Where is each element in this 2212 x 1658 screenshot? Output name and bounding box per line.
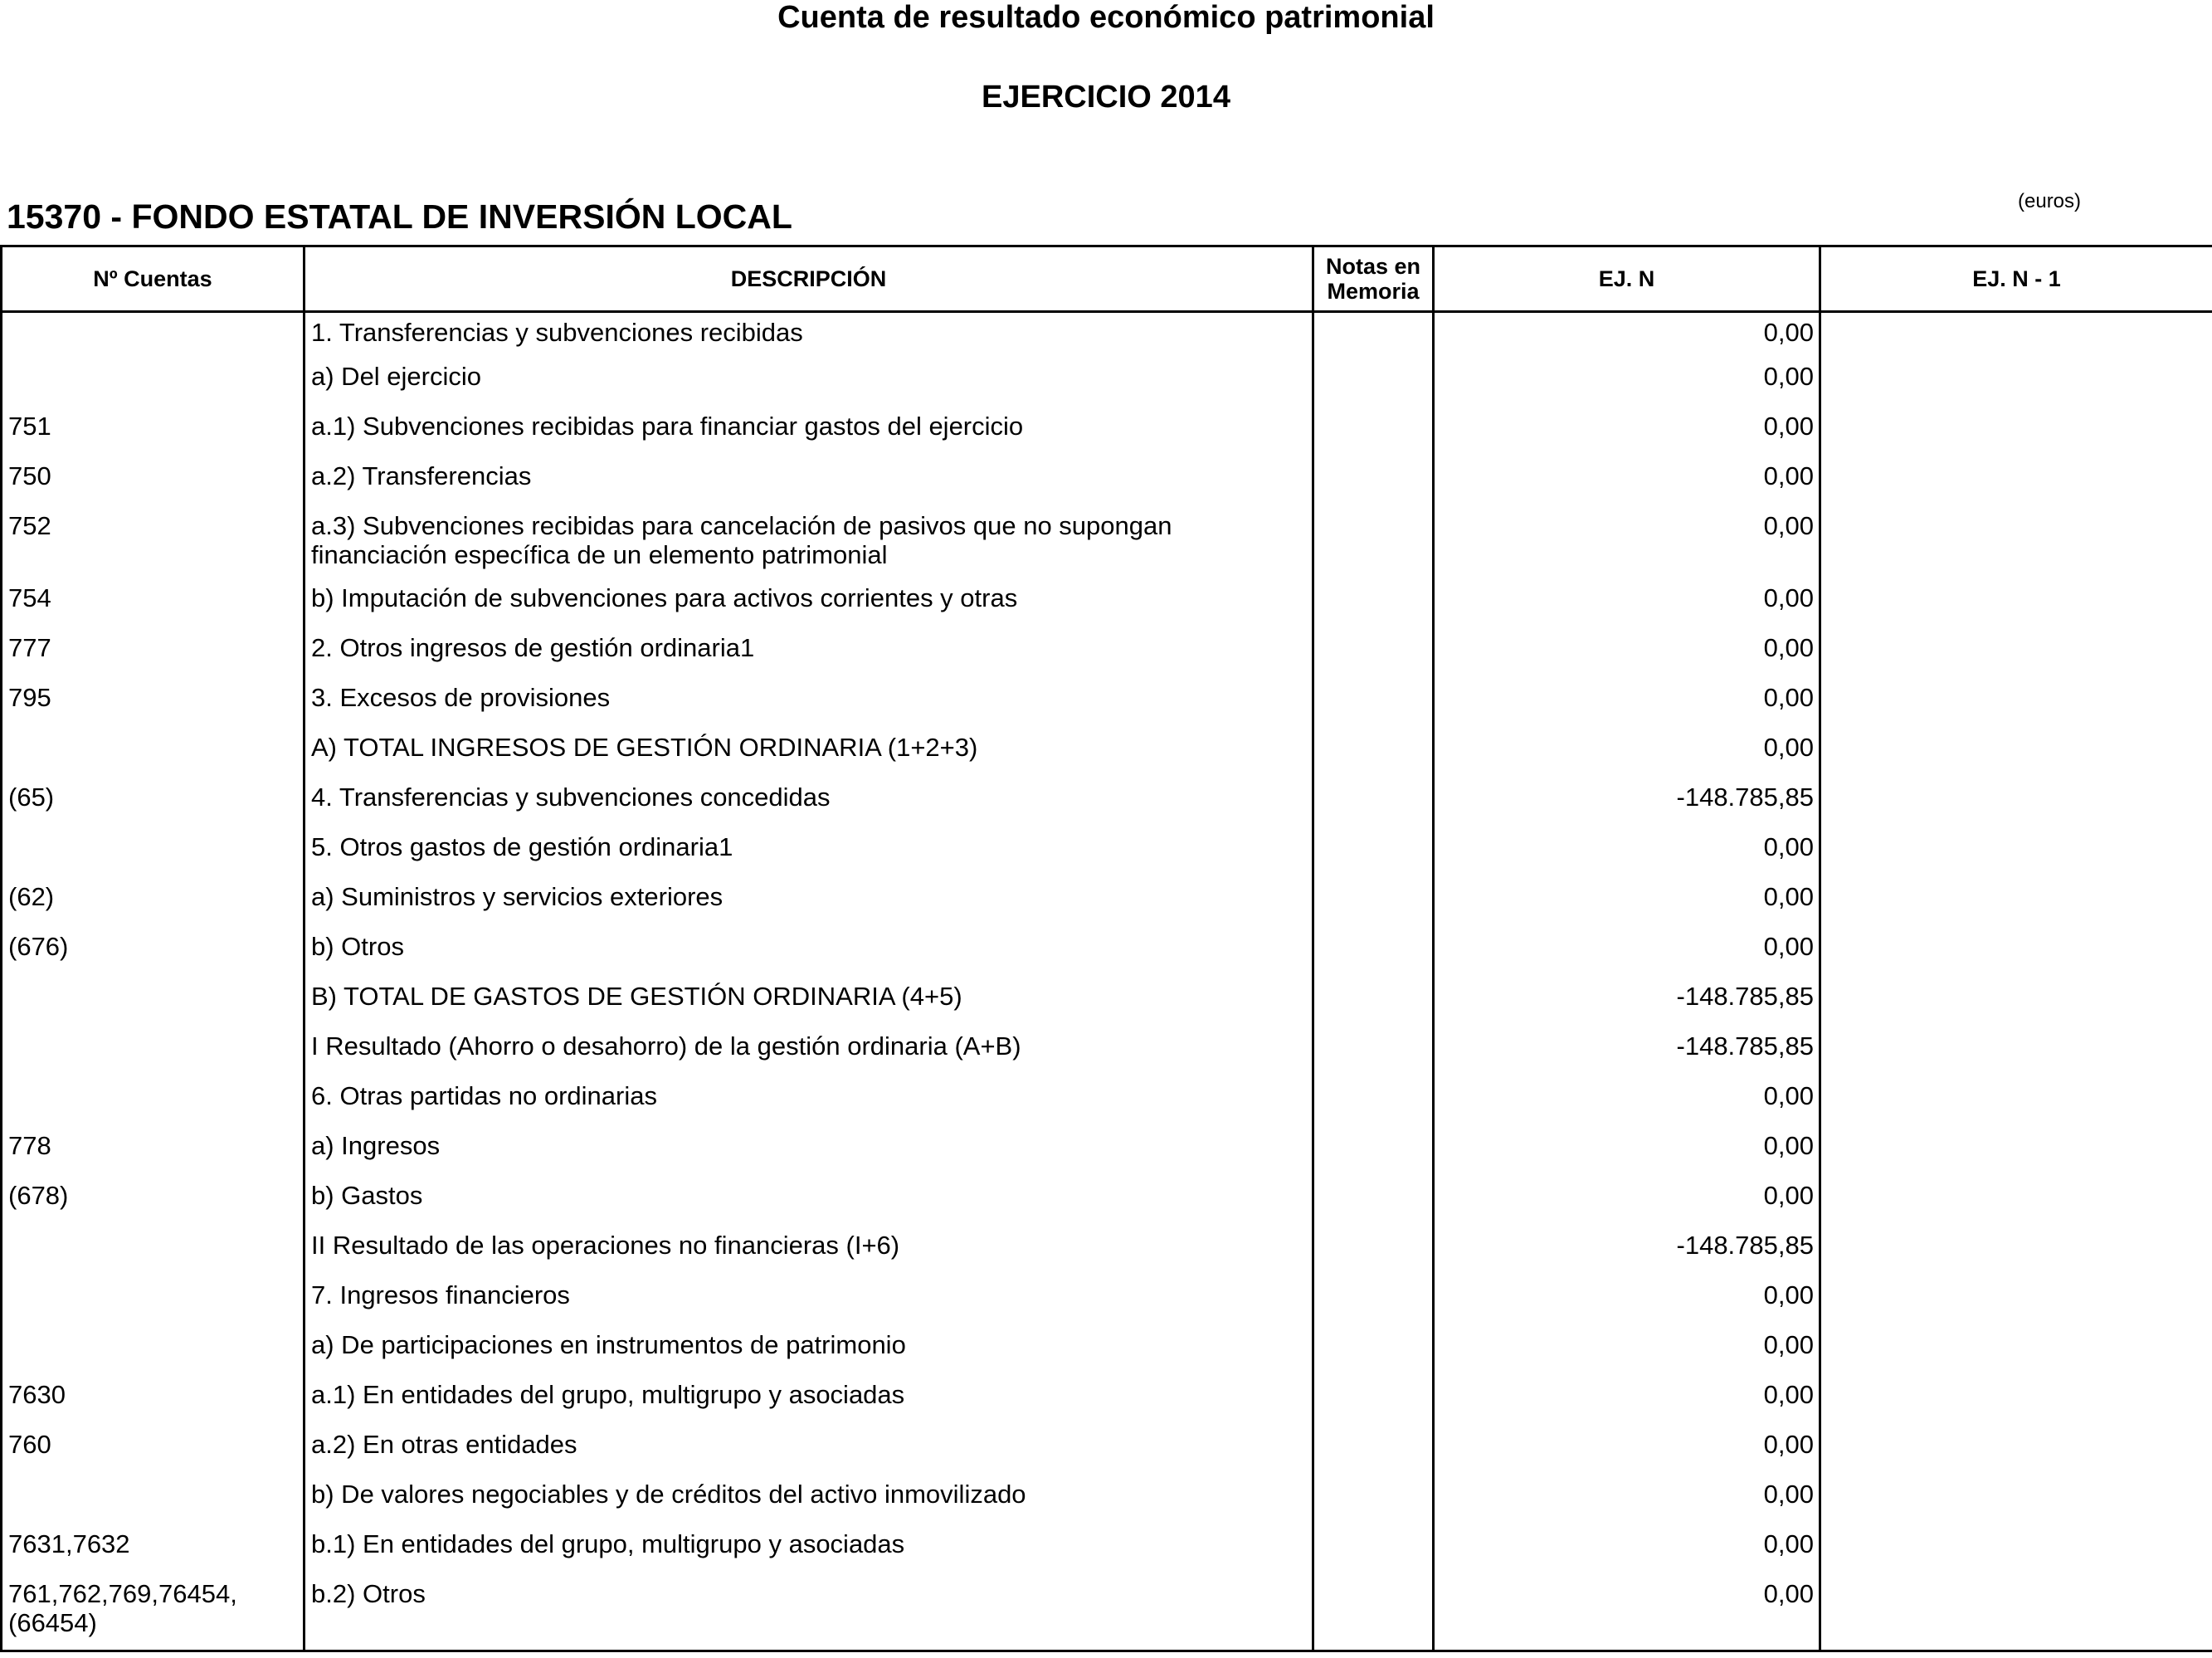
year-n-value: -148.785,85 <box>1434 783 1820 832</box>
col-header-year-n1: EJ. N - 1 <box>1820 246 2212 312</box>
description-cell <box>305 312 1313 362</box>
description-text: I Resultado (Ahorro o desahorro) de la gestión ordinaria (A+B) <box>311 1031 1021 1061</box>
description-text: b) Otros <box>311 931 404 961</box>
notes-cell <box>1313 1181 1434 1231</box>
account-code: 7631,7632 <box>8 1529 130 1558</box>
table-row <box>2 1031 2212 1081</box>
notes-cell <box>1313 1480 1434 1529</box>
year-n-value: 0,00 <box>1434 412 1820 461</box>
notes-cell <box>1313 1579 1434 1651</box>
description-cell <box>305 1430 1313 1480</box>
year-n-value: 0,00 <box>1434 1430 1820 1480</box>
account-cell <box>2 882 305 932</box>
description-text: 3. Excesos de provisiones <box>311 682 611 712</box>
table-row <box>2 1529 2212 1579</box>
description-text: b) De valores negociables y de créditos del activo inmovilizado <box>311 1479 1026 1509</box>
account-code-continued: (66454) <box>8 1607 97 1637</box>
account-cell <box>2 1031 305 1081</box>
notes-cell <box>1313 783 1434 832</box>
table-header-row <box>2 246 2212 312</box>
year-n-value: 0,00 <box>1434 461 1820 511</box>
description-text: 2. Otros ingresos de gestión ordinaria1 <box>311 632 755 662</box>
year-n-value: 0,00 <box>1434 832 1820 882</box>
notes-cell <box>1313 461 1434 511</box>
year-n1-value <box>1820 882 2212 932</box>
year-n1-value <box>1820 1081 2212 1131</box>
description-cell <box>305 1380 1313 1430</box>
description-cell <box>305 882 1313 932</box>
notes-cell <box>1313 832 1434 882</box>
description-text: 6. Otras partidas no ordinarias <box>311 1080 657 1110</box>
account-cell <box>2 461 305 511</box>
account-cell <box>2 633 305 683</box>
table-row <box>2 362 2212 412</box>
notes-cell <box>1313 982 1434 1031</box>
description-text: a.2) Transferencias <box>311 461 532 490</box>
description-text: a) Ingresos <box>311 1130 441 1160</box>
year-n-value: 0,00 <box>1434 683 1820 733</box>
description-text: II Resultado de las operaciones no financieras (I+6) <box>311 1230 900 1260</box>
year-n1-value <box>1820 1480 2212 1529</box>
year-n-value: -148.785,85 <box>1434 1031 1820 1081</box>
account-code: 754 <box>8 583 51 612</box>
result-statement-table <box>0 245 2212 1652</box>
description-cell <box>305 783 1313 832</box>
year-n1-value <box>1820 511 2212 583</box>
table-row <box>2 982 2212 1031</box>
year-n1-value <box>1820 461 2212 511</box>
year-n1-value <box>1820 1579 2212 1651</box>
notes-cell <box>1313 882 1434 932</box>
notes-cell <box>1313 683 1434 733</box>
year-n-value: 0,00 <box>1434 1579 1820 1651</box>
description-cell <box>305 633 1313 683</box>
notes-cell <box>1313 1380 1434 1430</box>
description-text: a.3) Subvenciones recibidas para cancelación de pasivos que no supongan <box>311 510 1172 540</box>
table-row <box>2 583 2212 633</box>
notes-cell <box>1313 511 1434 583</box>
notes-cell <box>1313 1529 1434 1579</box>
description-cell <box>305 1529 1313 1579</box>
description-cell <box>305 832 1313 882</box>
account-cell <box>2 362 305 412</box>
table-row <box>2 1131 2212 1181</box>
col-header-description: DESCRIPCIÓN <box>305 246 1313 312</box>
account-cell <box>2 982 305 1031</box>
year-n-value: 0,00 <box>1434 882 1820 932</box>
description-text: B) TOTAL DE GASTOS DE GESTIÓN ORDINARIA (4+5) <box>311 981 962 1011</box>
year-n1-value <box>1820 1380 2212 1430</box>
account-code: 778 <box>8 1130 51 1160</box>
col-header-notes <box>1313 246 1434 312</box>
year-n-value: 0,00 <box>1434 312 1820 362</box>
account-code: (678) <box>8 1180 69 1210</box>
description-text: a.1) En entidades del grupo, multigrupo y asociadas <box>311 1379 905 1409</box>
account-code: 761,762,769,76454, <box>8 1578 237 1608</box>
description-cell <box>305 683 1313 733</box>
table-row <box>2 1280 2212 1330</box>
account-cell <box>2 783 305 832</box>
notes-cell <box>1313 932 1434 982</box>
account-cell <box>2 412 305 461</box>
description-cell <box>305 1131 1313 1181</box>
notes-cell <box>1313 1081 1434 1131</box>
description-text: b.1) En entidades del grupo, multigrupo y asociadas <box>311 1529 905 1558</box>
report-title: Cuenta de resultado económico patrimonial <box>777 0 1435 35</box>
description-text-continued: financiación específica de un elemento patrimonial <box>311 539 888 569</box>
account-code: (676) <box>8 931 69 961</box>
year-n-value: 0,00 <box>1434 633 1820 683</box>
notes-cell <box>1313 1330 1434 1380</box>
description-cell <box>305 362 1313 412</box>
table-row <box>2 932 2212 982</box>
year-n1-value <box>1820 982 2212 1031</box>
units-label: (euros) <box>2018 190 2082 212</box>
report-year: EJERCICIO 2014 <box>982 80 1230 115</box>
year-n1-value <box>1820 583 2212 633</box>
table-row <box>2 1081 2212 1131</box>
year-n-value: 0,00 <box>1434 583 1820 633</box>
notes-cell <box>1313 312 1434 362</box>
description-cell <box>305 932 1313 982</box>
table-row <box>2 461 2212 511</box>
description-text: A) TOTAL INGRESOS DE GESTIÓN ORDINARIA (1+2+3) <box>311 732 978 762</box>
year-n-value: 0,00 <box>1434 362 1820 412</box>
description-text: b) Gastos <box>311 1180 423 1210</box>
table-row <box>2 511 2212 583</box>
table-row <box>2 783 2212 832</box>
account-code: 752 <box>8 510 51 540</box>
year-n1-value <box>1820 1529 2212 1579</box>
year-n1-value <box>1820 633 2212 683</box>
year-n1-value <box>1820 683 2212 733</box>
description-cell <box>305 733 1313 783</box>
table-row <box>2 832 2212 882</box>
account-cell <box>2 932 305 982</box>
col-header-accounts: Nº Cuentas <box>2 246 305 312</box>
notes-cell <box>1313 583 1434 633</box>
account-cell <box>2 1579 305 1651</box>
table-row <box>2 412 2212 461</box>
description-cell <box>305 583 1313 633</box>
notes-cell <box>1313 1131 1434 1181</box>
table-row <box>2 1380 2212 1430</box>
notes-cell <box>1313 1280 1434 1330</box>
year-n1-value <box>1820 832 2212 882</box>
year-n1-value <box>1820 1131 2212 1181</box>
account-code: 750 <box>8 461 51 490</box>
description-cell <box>305 1081 1313 1131</box>
account-code: 795 <box>8 682 51 712</box>
table-row <box>2 1330 2212 1380</box>
table-row <box>2 733 2212 783</box>
description-text: 4. Transferencias y subvenciones concedidas <box>311 782 831 812</box>
table-row <box>2 1480 2212 1529</box>
description-text: a) De participaciones en instrumentos de patrimonio <box>311 1329 906 1359</box>
notes-cell <box>1313 1430 1434 1480</box>
year-n-value: 0,00 <box>1434 1330 1820 1380</box>
table-row <box>2 1181 2212 1231</box>
account-cell <box>2 1480 305 1529</box>
year-n1-value <box>1820 312 2212 362</box>
col-header-year-n: EJ. N <box>1434 246 1820 312</box>
account-cell <box>2 1081 305 1131</box>
description-text: a) Del ejercicio <box>311 361 482 391</box>
account-cell <box>2 511 305 583</box>
year-n-value: 0,00 <box>1434 733 1820 783</box>
table-row <box>2 633 2212 683</box>
entity-heading: 15370 - FONDO ESTATAL DE INVERSIÓN LOCAL <box>7 197 792 236</box>
account-cell <box>2 1131 305 1181</box>
year-n1-value <box>1820 1280 2212 1330</box>
year-n-value: 0,00 <box>1434 1181 1820 1231</box>
year-n1-value <box>1820 783 2212 832</box>
account-cell <box>2 733 305 783</box>
year-n-value: 0,00 <box>1434 1081 1820 1131</box>
year-n1-value <box>1820 412 2212 461</box>
year-n1-value <box>1820 1231 2212 1280</box>
year-n-value: -148.785,85 <box>1434 1231 1820 1280</box>
notes-cell <box>1313 1231 1434 1280</box>
year-n1-value <box>1820 362 2212 412</box>
year-n-value: 0,00 <box>1434 1280 1820 1330</box>
description-text: b) Imputación de subvenciones para activos corrientes y otras <box>311 583 1018 612</box>
year-n-value: 0,00 <box>1434 1529 1820 1579</box>
description-text: 1. Transferencias y subvenciones recibidas <box>311 318 803 347</box>
account-code: 751 <box>8 411 51 441</box>
year-n1-value <box>1820 1330 2212 1380</box>
col-header-notes-line1: Notas en <box>1325 254 1421 279</box>
year-n-value: 0,00 <box>1434 511 1820 583</box>
year-n1-value <box>1820 1031 2212 1081</box>
account-cell <box>2 832 305 882</box>
year-n-value: 0,00 <box>1434 1480 1820 1529</box>
year-n1-value <box>1820 733 2212 783</box>
table-row <box>2 1231 2212 1280</box>
description-cell <box>305 1330 1313 1380</box>
description-cell <box>305 412 1313 461</box>
table-row <box>2 882 2212 932</box>
account-cell <box>2 1529 305 1579</box>
year-n1-value <box>1820 1430 2212 1480</box>
account-code: (62) <box>8 881 55 911</box>
notes-cell <box>1313 633 1434 683</box>
account-code: (65) <box>8 782 55 812</box>
description-cell <box>305 1480 1313 1529</box>
description-cell <box>305 1181 1313 1231</box>
table-row <box>2 1430 2212 1480</box>
description-text: b.2) Otros <box>311 1578 426 1608</box>
year-n1-value <box>1820 1181 2212 1231</box>
notes-cell <box>1313 362 1434 412</box>
year-n-value: 0,00 <box>1434 932 1820 982</box>
table-row <box>2 683 2212 733</box>
account-cell <box>2 1280 305 1330</box>
account-cell <box>2 583 305 633</box>
description-cell <box>305 1280 1313 1330</box>
description-cell <box>305 1231 1313 1280</box>
description-cell <box>305 982 1313 1031</box>
account-cell <box>2 1181 305 1231</box>
description-cell <box>305 1579 1313 1651</box>
year-n-value: -148.785,85 <box>1434 982 1820 1031</box>
description-text: a.2) En otras entidades <box>311 1429 577 1459</box>
description-cell <box>305 511 1313 583</box>
account-cell <box>2 683 305 733</box>
table-row <box>2 1579 2212 1651</box>
description-text: 7. Ingresos financieros <box>311 1280 570 1309</box>
table-row <box>2 312 2212 362</box>
account-code: 760 <box>8 1429 51 1459</box>
description-text: a.1) Subvenciones recibidas para financiar gastos del ejercicio <box>311 411 1024 441</box>
account-cell <box>2 1430 305 1480</box>
description-cell <box>305 461 1313 511</box>
year-n-value: 0,00 <box>1434 1131 1820 1181</box>
notes-cell <box>1313 733 1434 783</box>
description-text: 5. Otros gastos de gestión ordinaria1 <box>311 831 733 861</box>
account-cell <box>2 1231 305 1280</box>
description-cell <box>305 1031 1313 1081</box>
account-code: 777 <box>8 632 51 662</box>
account-cell <box>2 1330 305 1380</box>
year-n1-value <box>1820 932 2212 982</box>
description-text: a) Suministros y servicios exteriores <box>311 881 724 911</box>
account-code: 7630 <box>8 1379 66 1409</box>
col-header-notes-line2: Memoria <box>1327 279 1420 304</box>
year-n-value: 0,00 <box>1434 1380 1820 1430</box>
notes-cell <box>1313 412 1434 461</box>
account-cell <box>2 312 305 362</box>
account-cell <box>2 1380 305 1430</box>
notes-cell <box>1313 1031 1434 1081</box>
